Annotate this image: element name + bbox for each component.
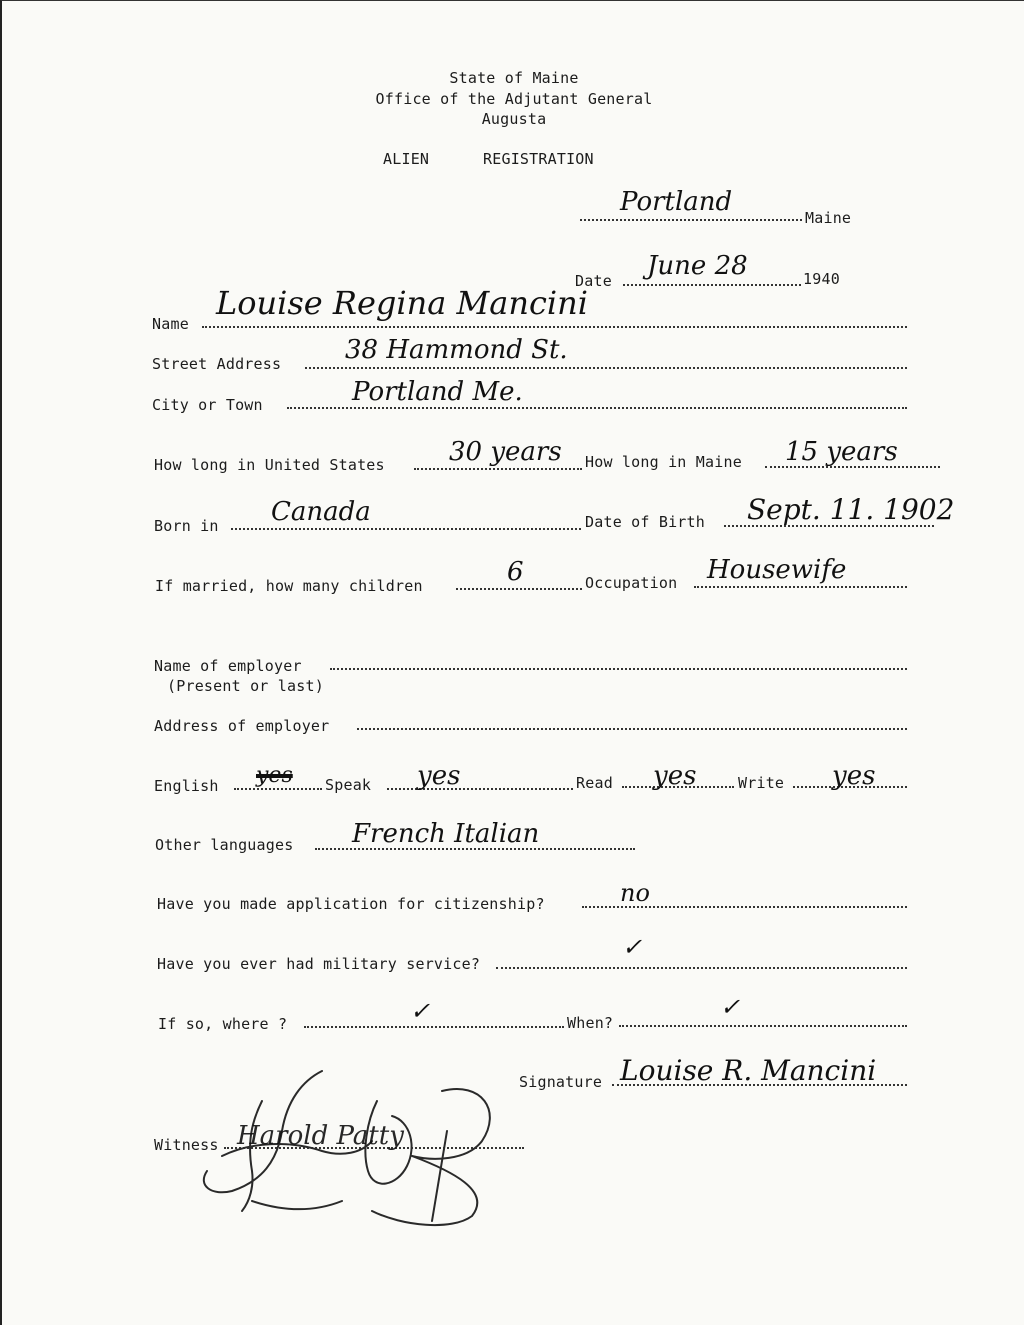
header-city: Augusta bbox=[481, 110, 547, 128]
read-value: yes bbox=[653, 761, 697, 791]
military-value: ✓ bbox=[622, 933, 643, 961]
children-value: 6 bbox=[507, 557, 524, 587]
date-label: Date bbox=[575, 272, 612, 290]
signature-value: Louise R. Mancini bbox=[620, 1054, 877, 1087]
signature-label: Signature bbox=[519, 1073, 603, 1091]
witness-label: Witness bbox=[154, 1136, 219, 1154]
header-state: State of Maine bbox=[449, 69, 579, 87]
english-value: yes bbox=[256, 763, 293, 788]
street-dots bbox=[305, 367, 907, 369]
write-label: Write bbox=[738, 774, 785, 792]
military-dots bbox=[496, 967, 907, 969]
english-dots bbox=[234, 788, 322, 790]
citizenship-label: Have you made application for citizenship? bbox=[157, 895, 545, 913]
street-value: 38 Hammond St. bbox=[345, 335, 568, 365]
street-label: Street Address bbox=[152, 355, 282, 373]
city-dots bbox=[287, 407, 907, 409]
born-label: Born in bbox=[154, 517, 219, 535]
employer-label: Name of employer bbox=[154, 657, 302, 675]
english-label: English bbox=[154, 777, 219, 795]
when-label: When? bbox=[567, 1014, 614, 1032]
when-dots bbox=[619, 1025, 907, 1027]
speak-dots bbox=[387, 788, 573, 790]
born-dots bbox=[231, 528, 581, 530]
read-label: Read bbox=[576, 774, 613, 792]
military-label: Have you ever had military service? bbox=[157, 955, 481, 973]
employer-dots bbox=[330, 668, 907, 670]
dob-value: Sept. 11. 1902 bbox=[747, 493, 955, 526]
maine-years-label: How long in Maine bbox=[585, 453, 742, 471]
children-label: If married, how many children bbox=[155, 577, 423, 595]
speak-label: Speak bbox=[325, 776, 372, 794]
born-value: Canada bbox=[271, 497, 371, 527]
city-value: Portland Me. bbox=[352, 377, 523, 407]
date-year: 1940 bbox=[803, 270, 840, 288]
place-dots bbox=[580, 219, 802, 221]
other-languages-value: French Italian bbox=[352, 819, 540, 849]
city-label: City or Town bbox=[152, 396, 263, 414]
where-label: If so, where ? bbox=[158, 1015, 288, 1033]
employer-sublabel: (Present or last) bbox=[167, 677, 324, 695]
where-dots bbox=[304, 1026, 564, 1028]
date-dots bbox=[623, 284, 801, 286]
us-years-dots bbox=[414, 468, 582, 470]
place-suffix: Maine bbox=[805, 209, 852, 227]
maine-years-value: 15 years bbox=[785, 437, 898, 467]
occupation-dots bbox=[694, 586, 907, 588]
employer-address-dots bbox=[357, 728, 907, 730]
name-label: Name bbox=[152, 315, 189, 333]
speak-value: yes bbox=[417, 761, 461, 791]
dob-label: Date of Birth bbox=[585, 513, 705, 531]
occupation-value: Housewife bbox=[707, 555, 847, 585]
where-value: ✓ bbox=[410, 997, 431, 1025]
when-value: ✓ bbox=[720, 993, 741, 1021]
form-title-registration: REGISTRATION bbox=[483, 150, 594, 168]
employer-address-label: Address of employer bbox=[154, 717, 330, 735]
place-value: Portland bbox=[620, 187, 733, 217]
name-dots bbox=[202, 326, 907, 328]
occupation-label: Occupation bbox=[585, 574, 678, 592]
witness-value: Harold Patty bbox=[237, 1121, 404, 1151]
name-value: Louise Regina Mancini bbox=[216, 284, 588, 322]
citizenship-value: no bbox=[620, 879, 650, 907]
other-languages-label: Other languages bbox=[155, 836, 294, 854]
write-value: yes bbox=[832, 761, 876, 791]
date-value: June 28 bbox=[647, 251, 748, 281]
us-years-label: How long in United States bbox=[154, 456, 385, 474]
children-dots bbox=[456, 588, 582, 590]
us-years-value: 30 years bbox=[449, 437, 562, 467]
header-office: Office of the Adjutant General bbox=[375, 90, 653, 108]
form-title-alien: ALIEN bbox=[383, 150, 430, 168]
